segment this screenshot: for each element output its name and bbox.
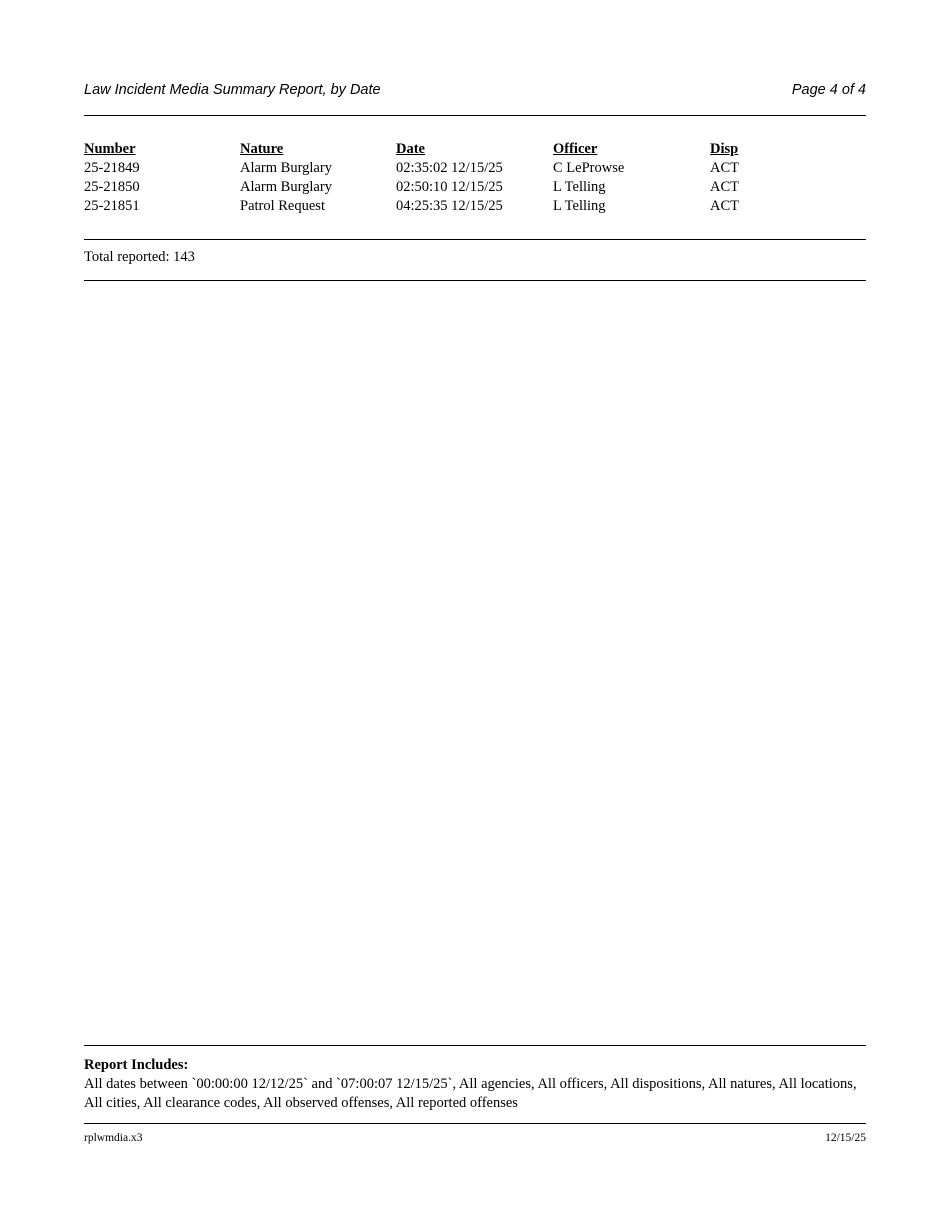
table-row	[84, 178, 866, 197]
cell-number: 25-21850	[84, 179, 140, 195]
table-header-row	[84, 140, 866, 159]
cell-date: 04:25:35 12/15/25	[396, 198, 503, 214]
table-divider	[84, 239, 866, 240]
page-header	[84, 82, 866, 102]
page-number: Page 4 of 4	[791, 82, 866, 98]
column-header-number: Number	[84, 141, 136, 157]
column-header-nature: Nature	[240, 141, 284, 157]
column-header-officer: Officer	[553, 141, 598, 157]
report-includes-text: All dates between `00:00:00 12/12/25` and `07:00:07 12/15/25`, All agencies, All officers, All dispositions, All natures, All locations, All cities, All clearance codes, All observed offenses, All reported offenses	[84, 1076, 857, 1111]
cell-nature: Alarm Burglary	[240, 160, 332, 176]
incident-table	[84, 140, 866, 216]
cell-nature: Alarm Burglary	[240, 179, 332, 195]
column-header-disp: Disp	[710, 141, 739, 157]
cell-officer: L Telling	[553, 179, 606, 195]
cell-date: 02:35:02 12/15/25	[396, 160, 503, 176]
header-divider	[84, 115, 866, 116]
cell-date: 02:50:10 12/15/25	[396, 179, 503, 195]
cell-number: 25-21851	[84, 198, 140, 214]
cell-disp: ACT	[710, 198, 739, 214]
cell-nature: Patrol Request	[240, 198, 325, 214]
footer-divider	[84, 1123, 866, 1124]
total-divider	[84, 280, 866, 281]
report-title: Law Incident Media Summary Report, by Date	[84, 82, 381, 98]
cell-disp: ACT	[710, 179, 739, 195]
includes-top-divider	[84, 1045, 866, 1046]
column-header-date: Date	[396, 141, 425, 157]
table-row	[84, 159, 866, 178]
cell-officer: C LeProwse	[553, 160, 625, 176]
cell-officer: L Telling	[553, 198, 606, 214]
report-file-name: rplwmdia.x3	[84, 1132, 143, 1144]
page-footer	[84, 1132, 866, 1148]
cell-number: 25-21849	[84, 160, 140, 176]
report-includes	[84, 1056, 866, 1113]
table-row	[84, 197, 866, 216]
total-reported: Total reported: 143	[84, 249, 195, 265]
report-includes-title: Report Includes:	[84, 1057, 189, 1073]
cell-disp: ACT	[710, 160, 739, 176]
footer-date: 12/15/25	[825, 1132, 866, 1144]
